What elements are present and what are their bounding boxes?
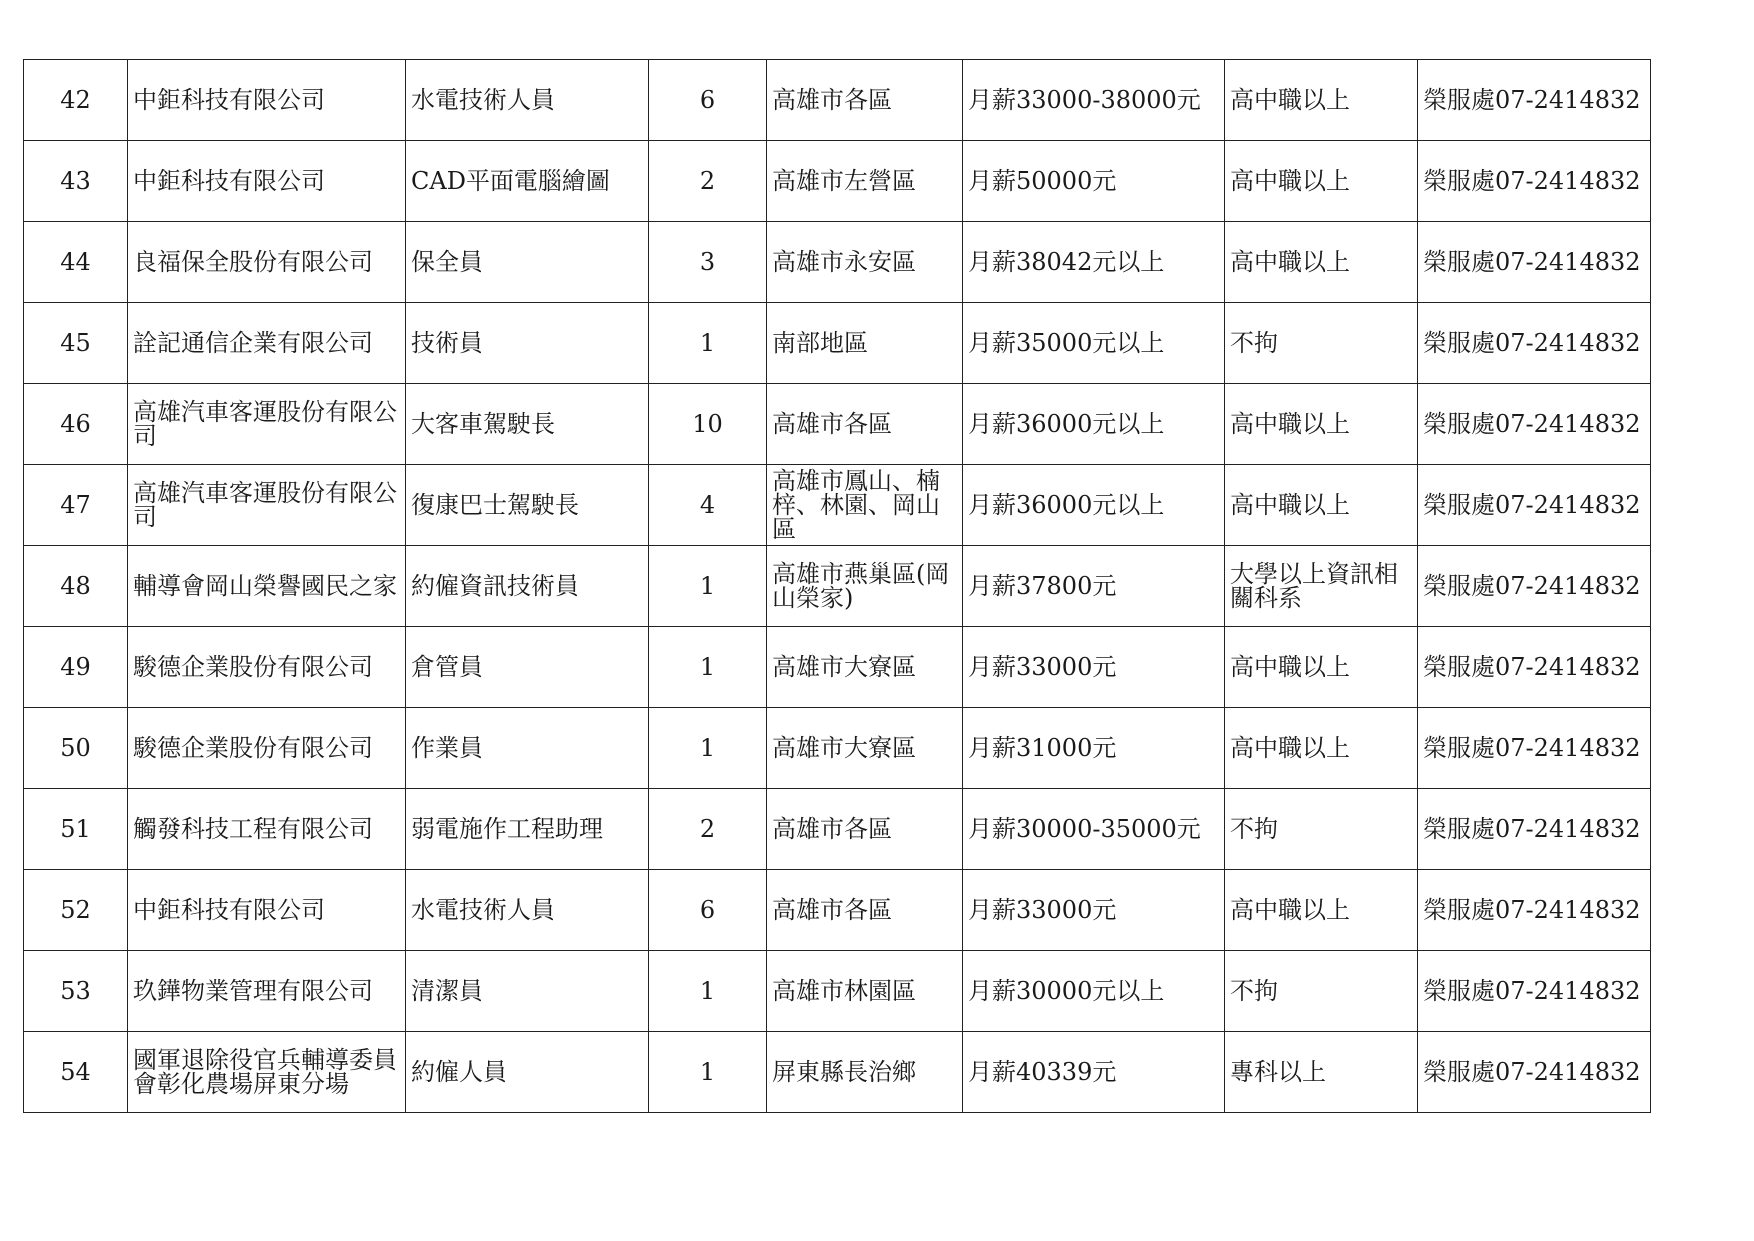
- position-title: 水電技術人員: [411, 86, 555, 114]
- salary-cell: [963, 384, 1225, 465]
- table-row: [24, 870, 1651, 951]
- row-number: 45: [60, 329, 91, 357]
- salary: 月薪33000元: [968, 653, 1117, 681]
- salary-cell: [963, 303, 1225, 384]
- location-cell: [767, 951, 963, 1032]
- company-cell: [128, 546, 406, 627]
- contact-info: 榮服處07-2414832: [1423, 329, 1641, 357]
- contact-cell: [1418, 546, 1651, 627]
- salary: 月薪33000元: [968, 896, 1117, 924]
- education-cell: [1225, 951, 1418, 1032]
- salary-cell: [963, 708, 1225, 789]
- contact-info: 榮服處07-2414832: [1423, 248, 1641, 276]
- salary: 月薪40339元: [968, 1058, 1117, 1086]
- position-title: 倉管員: [411, 653, 483, 681]
- position-title: 清潔員: [411, 977, 483, 1005]
- position-cell: [406, 870, 649, 951]
- education-requirement: 不拘: [1230, 815, 1278, 843]
- company-cell: [128, 789, 406, 870]
- salary-cell: [963, 1032, 1225, 1113]
- salary-cell: [963, 222, 1225, 303]
- location-cell: [767, 303, 963, 384]
- row-number-cell: [24, 627, 128, 708]
- headcount-cell: [649, 384, 767, 465]
- contact-cell: [1418, 627, 1651, 708]
- contact-info: 榮服處07-2414832: [1423, 734, 1641, 762]
- salary: 月薪30000元以上: [968, 977, 1165, 1005]
- headcount: 1: [699, 977, 716, 1005]
- table-row: [24, 546, 1651, 627]
- headcount: 4: [699, 491, 716, 519]
- table-row: [24, 465, 1651, 546]
- company-cell: [128, 951, 406, 1032]
- position-cell: [406, 627, 649, 708]
- row-number: 51: [60, 815, 91, 843]
- company-name: 玖鏵物業管理有限公司: [133, 977, 373, 1005]
- salary-cell: [963, 141, 1225, 222]
- position-cell: [406, 1032, 649, 1113]
- contact-cell: [1418, 870, 1651, 951]
- table-body: [24, 60, 1651, 1113]
- company-cell: [128, 303, 406, 384]
- company-cell: [128, 60, 406, 141]
- headcount: 1: [699, 653, 716, 681]
- position-title: 弱電施作工程助理: [411, 815, 603, 843]
- salary: 月薪36000元以上: [968, 491, 1165, 519]
- headcount-cell: [649, 303, 767, 384]
- salary: 月薪33000-38000元: [968, 86, 1201, 114]
- table-row: [24, 141, 1651, 222]
- work-location: 高雄市大寮區: [772, 734, 916, 762]
- table-row: [24, 951, 1651, 1032]
- headcount-cell: [649, 870, 767, 951]
- work-location: 高雄市各區: [772, 86, 892, 114]
- salary-cell: [963, 546, 1225, 627]
- job-listing-table: [23, 59, 1651, 1113]
- location-cell: [767, 870, 963, 951]
- position-cell: [406, 789, 649, 870]
- headcount: 2: [699, 815, 716, 843]
- position-title: 約僱人員: [411, 1058, 507, 1086]
- location-cell: [767, 60, 963, 141]
- company-cell: [128, 627, 406, 708]
- row-number-cell: [24, 951, 128, 1032]
- contact-info: 榮服處07-2414832: [1423, 410, 1641, 438]
- position-cell: [406, 708, 649, 789]
- company-name: 駿德企業股份有限公司: [133, 653, 373, 681]
- education-requirement: 高中職以上: [1230, 248, 1350, 276]
- headcount: 2: [699, 167, 716, 195]
- headcount: 6: [699, 896, 716, 924]
- salary: 月薪31000元: [968, 734, 1117, 762]
- salary: 月薪38042元以上: [968, 248, 1165, 276]
- education-requirement: 高中職以上: [1230, 86, 1350, 114]
- location-cell: [767, 789, 963, 870]
- company-cell: [128, 1032, 406, 1113]
- salary: 月薪50000元: [968, 167, 1117, 195]
- salary-cell: [963, 465, 1225, 546]
- education-requirement: 高中職以上: [1230, 167, 1350, 195]
- education-cell: [1225, 546, 1418, 627]
- contact-info: 榮服處07-2414832: [1423, 572, 1641, 600]
- company-cell: [128, 222, 406, 303]
- position-cell: [406, 141, 649, 222]
- position-cell: [406, 222, 649, 303]
- location-cell: [767, 546, 963, 627]
- row-number: 48: [60, 572, 91, 600]
- headcount-cell: [649, 60, 767, 141]
- row-number: 42: [60, 86, 91, 114]
- row-number: 50: [60, 734, 91, 762]
- position-cell: [406, 546, 649, 627]
- headcount: 1: [699, 572, 716, 600]
- work-location: 高雄市左營區: [772, 167, 916, 195]
- headcount: 1: [699, 1058, 716, 1086]
- contact-cell: [1418, 1032, 1651, 1113]
- table-row: [24, 789, 1651, 870]
- company-name: 良福保全股份有限公司: [133, 248, 373, 276]
- education-cell: [1225, 870, 1418, 951]
- headcount-cell: [649, 708, 767, 789]
- work-location: 南部地區: [772, 329, 868, 357]
- headcount: 3: [699, 248, 716, 276]
- row-number-cell: [24, 303, 128, 384]
- contact-info: 榮服處07-2414832: [1423, 653, 1641, 681]
- company-name: 國軍退除役官兵輔導委員會彰化農場屏東分場: [133, 1046, 397, 1098]
- contact-info: 榮服處07-2414832: [1423, 491, 1641, 519]
- row-number-cell: [24, 465, 128, 546]
- contact-info: 榮服處07-2414832: [1423, 977, 1641, 1005]
- work-location: 高雄市各區: [772, 410, 892, 438]
- row-number-cell: [24, 708, 128, 789]
- row-number: 53: [60, 977, 91, 1005]
- position-cell: [406, 303, 649, 384]
- row-number-cell: [24, 870, 128, 951]
- row-number: 47: [60, 491, 91, 519]
- education-cell: [1225, 303, 1418, 384]
- headcount-cell: [649, 1032, 767, 1113]
- position-title: CAD平面電腦繪圖: [411, 167, 610, 195]
- table-row: [24, 60, 1651, 141]
- position-title: 復康巴士駕駛長: [411, 491, 579, 519]
- position-cell: [406, 951, 649, 1032]
- position-title: 保全員: [411, 248, 483, 276]
- company-cell: [128, 141, 406, 222]
- table-row: [24, 222, 1651, 303]
- contact-cell: [1418, 303, 1651, 384]
- location-cell: [767, 141, 963, 222]
- row-number: 52: [60, 896, 91, 924]
- company-name: 中鉅科技有限公司: [133, 167, 325, 195]
- row-number-cell: [24, 789, 128, 870]
- salary-cell: [963, 60, 1225, 141]
- work-location: 高雄市各區: [772, 815, 892, 843]
- company-name: 高雄汽車客運股份有限公司: [133, 398, 397, 450]
- education-cell: [1225, 627, 1418, 708]
- company-cell: [128, 465, 406, 546]
- contact-info: 榮服處07-2414832: [1423, 1058, 1641, 1086]
- salary: 月薪30000-35000元: [968, 815, 1201, 843]
- contact-info: 榮服處07-2414832: [1423, 86, 1641, 114]
- work-location: 高雄市永安區: [772, 248, 916, 276]
- position-title: 約僱資訊技術員: [411, 572, 579, 600]
- education-requirement: 專科以上: [1230, 1058, 1326, 1086]
- education-cell: [1225, 708, 1418, 789]
- salary: 月薪36000元以上: [968, 410, 1165, 438]
- company-name: 詮記通信企業有限公司: [133, 329, 373, 357]
- table-row: [24, 1032, 1651, 1113]
- table-row: [24, 708, 1651, 789]
- company-name: 中鉅科技有限公司: [133, 896, 325, 924]
- location-cell: [767, 384, 963, 465]
- headcount: 10: [692, 410, 723, 438]
- position-title: 水電技術人員: [411, 896, 555, 924]
- education-requirement: 高中職以上: [1230, 896, 1350, 924]
- headcount-cell: [649, 627, 767, 708]
- contact-info: 榮服處07-2414832: [1423, 815, 1641, 843]
- education-cell: [1225, 141, 1418, 222]
- location-cell: [767, 708, 963, 789]
- headcount-cell: [649, 465, 767, 546]
- location-cell: [767, 465, 963, 546]
- education-cell: [1225, 789, 1418, 870]
- education-requirement: 不拘: [1230, 329, 1278, 357]
- headcount-cell: [649, 546, 767, 627]
- location-cell: [767, 1032, 963, 1113]
- work-location: 高雄市林園區: [772, 977, 916, 1005]
- headcount: 1: [699, 329, 716, 357]
- company-cell: [128, 708, 406, 789]
- table-row: [24, 627, 1651, 708]
- row-number: 54: [60, 1058, 91, 1086]
- location-cell: [767, 627, 963, 708]
- position-cell: [406, 60, 649, 141]
- work-location: 高雄市燕巢區(岡山榮家): [772, 560, 950, 612]
- contact-cell: [1418, 384, 1651, 465]
- contact-cell: [1418, 141, 1651, 222]
- company-name: 輔導會岡山榮譽國民之家: [133, 572, 397, 600]
- salary-cell: [963, 951, 1225, 1032]
- contact-cell: [1418, 60, 1651, 141]
- contact-cell: [1418, 708, 1651, 789]
- education-cell: [1225, 60, 1418, 141]
- contact-cell: [1418, 951, 1651, 1032]
- work-location: 屏東縣長治鄉: [772, 1058, 916, 1086]
- education-requirement: 大學以上資訊相關科系: [1230, 560, 1398, 612]
- salary-cell: [963, 627, 1225, 708]
- contact-info: 榮服處07-2414832: [1423, 167, 1641, 195]
- company-name: 中鉅科技有限公司: [133, 86, 325, 114]
- education-cell: [1225, 222, 1418, 303]
- row-number: 49: [60, 653, 91, 681]
- contact-cell: [1418, 789, 1651, 870]
- row-number: 46: [60, 410, 91, 438]
- contact-cell: [1418, 222, 1651, 303]
- company-name: 高雄汽車客運股份有限公司: [133, 479, 397, 531]
- contact-info: 榮服處07-2414832: [1423, 896, 1641, 924]
- position-title: 技術員: [411, 329, 483, 357]
- headcount-cell: [649, 789, 767, 870]
- education-cell: [1225, 384, 1418, 465]
- salary-cell: [963, 870, 1225, 951]
- education-requirement: 高中職以上: [1230, 734, 1350, 762]
- headcount: 1: [699, 734, 716, 762]
- headcount: 6: [699, 86, 716, 114]
- salary-cell: [963, 789, 1225, 870]
- education-cell: [1225, 465, 1418, 546]
- row-number-cell: [24, 60, 128, 141]
- row-number-cell: [24, 384, 128, 465]
- position-title: 大客車駕駛長: [411, 410, 555, 438]
- work-location: 高雄市各區: [772, 896, 892, 924]
- salary: 月薪37800元: [968, 572, 1117, 600]
- row-number: 43: [60, 167, 91, 195]
- position-cell: [406, 465, 649, 546]
- row-number-cell: [24, 141, 128, 222]
- education-cell: [1225, 1032, 1418, 1113]
- table-row: [24, 303, 1651, 384]
- company-name: 駿德企業股份有限公司: [133, 734, 373, 762]
- row-number-cell: [24, 546, 128, 627]
- position-cell: [406, 384, 649, 465]
- education-requirement: 高中職以上: [1230, 653, 1350, 681]
- headcount-cell: [649, 141, 767, 222]
- salary: 月薪35000元以上: [968, 329, 1165, 357]
- location-cell: [767, 222, 963, 303]
- row-number-cell: [24, 1032, 128, 1113]
- position-title: 作業員: [411, 734, 483, 762]
- headcount-cell: [649, 222, 767, 303]
- headcount-cell: [649, 951, 767, 1032]
- education-requirement: 高中職以上: [1230, 491, 1350, 519]
- company-cell: [128, 870, 406, 951]
- table-row: [24, 384, 1651, 465]
- education-requirement: 高中職以上: [1230, 410, 1350, 438]
- contact-cell: [1418, 465, 1651, 546]
- work-location: 高雄市大寮區: [772, 653, 916, 681]
- work-location: 高雄市鳳山、楠梓、林園、岡山區: [772, 467, 940, 543]
- row-number: 44: [60, 248, 91, 276]
- company-cell: [128, 384, 406, 465]
- row-number-cell: [24, 222, 128, 303]
- education-requirement: 不拘: [1230, 977, 1278, 1005]
- company-name: 觸發科技工程有限公司: [133, 815, 373, 843]
